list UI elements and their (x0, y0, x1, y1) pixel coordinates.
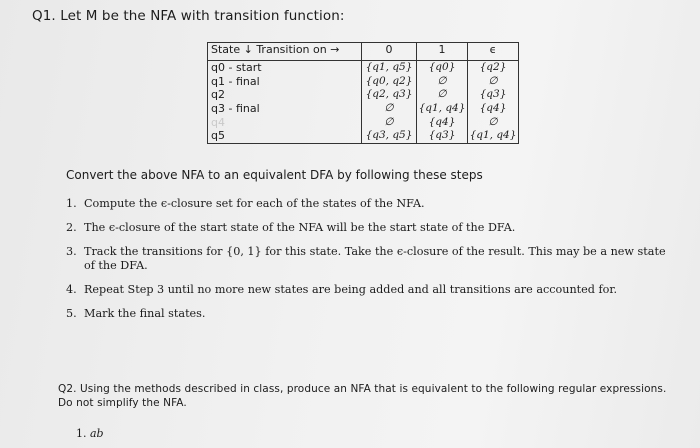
transition-cell: ∅ (384, 102, 394, 115)
state-label: q2 (211, 88, 225, 102)
step-text: Mark the final states. (84, 307, 206, 320)
transition-cell: ∅ (488, 74, 498, 87)
transition-cell: {q2, q3} (365, 88, 413, 101)
transitions-on-0 (362, 61, 417, 144)
state-label: q4 (211, 115, 225, 129)
transitions-on-1 (417, 61, 468, 144)
step-item (66, 245, 666, 273)
state-label: q1 - final (211, 74, 260, 88)
transition-cell: ∅ (384, 115, 394, 128)
transition-cell: ∅ (437, 88, 447, 101)
table-body-row (208, 61, 519, 144)
header-input-1: 1 (417, 43, 468, 61)
step-item (66, 221, 666, 235)
step-text: Repeat Step 3 until no more new states are being added and all transitions are accounted for. (84, 283, 618, 296)
step-text: The ϵ-closure of the start state of the NFA will be the start state of the DFA. (84, 221, 516, 234)
q2-heading-line2: Do not simplify the NFA. (58, 397, 187, 409)
step-number: 1. (66, 197, 77, 210)
state-label: q5 (211, 129, 225, 143)
transitions-on-epsilon (468, 61, 519, 144)
q1-heading: Q1. Let M be the NFA with transition function: (32, 8, 345, 24)
step-number: 3. (66, 245, 77, 258)
steps-list (66, 197, 666, 331)
transition-cell: {q3, q5} (365, 129, 413, 142)
step-number: 4. (66, 283, 77, 296)
step-number: 2. (66, 221, 77, 234)
q2-heading (58, 382, 666, 410)
transition-cell: {q1, q4} (469, 129, 517, 142)
transition-table (207, 42, 519, 144)
state-column (208, 61, 362, 144)
step-number: 5. (66, 307, 77, 320)
step-item (66, 197, 666, 211)
transition-cell: {q0} (428, 61, 456, 73)
transition-cell: ∅ (437, 74, 447, 87)
transition-cell: {q1, q5} (365, 61, 413, 73)
transition-cell: {q3} (428, 129, 456, 142)
step-text: Compute the ϵ-closure set for each of the states of the NFA. (84, 197, 425, 210)
step-item (66, 283, 666, 297)
table-header-row (208, 43, 519, 61)
q2-heading-line1: Q2. Using the methods described in class, produce an NFA that is equivalent to the following regular expressions. (58, 383, 667, 395)
transition-cell: ∅ (488, 115, 498, 128)
header-state-transition: State ↓ Transition on → (208, 43, 362, 61)
transition-cell: {q3} (479, 88, 507, 101)
state-label: q3 - final (211, 102, 260, 116)
q2-item (76, 427, 104, 440)
step-item (66, 307, 666, 321)
conversion-instruction: Convert the above NFA to an equivalent DFA by following these steps (66, 168, 483, 182)
transition-cell: {q4} (479, 102, 507, 115)
transition-cell: {q1, q4} (418, 102, 466, 115)
step-text: Track the transitions for {0, 1} for this state. Take the ϵ-closure of the result. This may be a new state of the DFA. (84, 245, 666, 272)
transition-cell: {q2} (479, 61, 507, 73)
q2-item-number: 1. (76, 427, 87, 440)
transition-cell: {q0, q2} (365, 74, 413, 87)
header-input-0: 0 (362, 43, 417, 61)
q2-item-expression: ab (90, 427, 104, 440)
transition-cell: {q4} (428, 115, 456, 128)
header-input-epsilon: ϵ (468, 43, 519, 61)
state-label: q0 - start (211, 61, 262, 74)
